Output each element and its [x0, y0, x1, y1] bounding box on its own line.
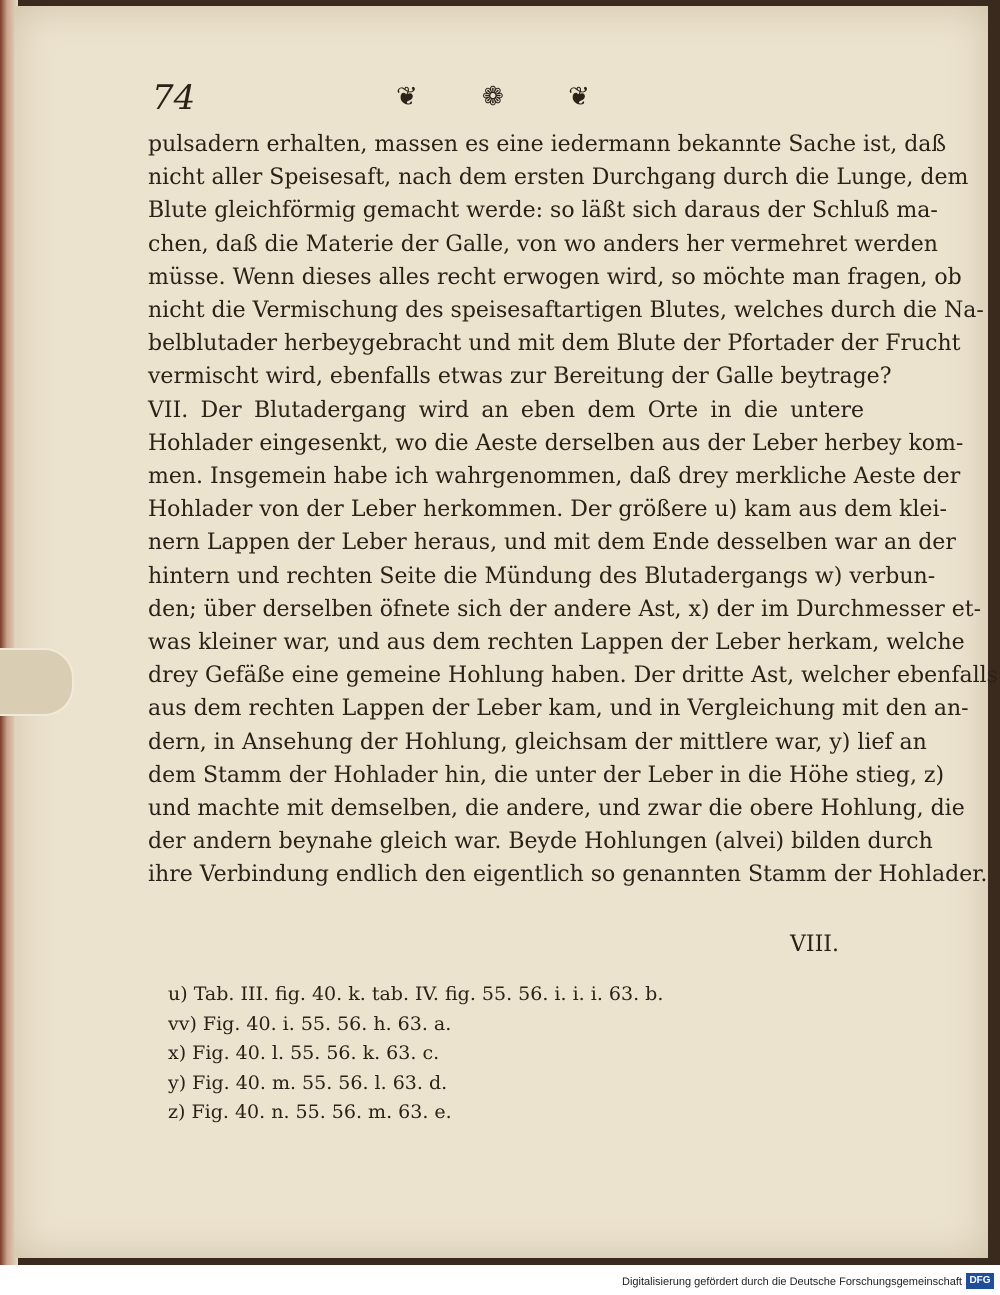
text-line: müsse. Wenn dieses alles recht erwogen wird, so möchte man fragen, ob	[148, 264, 962, 290]
text-line: der andern beynahe gleich war. Beyde Hohlungen (alvei) bilden durch	[148, 829, 933, 855]
footnote: x) Fig. 40. l. 55. 56. k. 63. c.	[168, 1042, 440, 1064]
text-line: nicht die Vermischung des speisesaftartigen Blutes, welches durch die Na-	[148, 298, 984, 324]
footnote: z) Fig. 40. n. 55. 56. m. 63. e.	[168, 1101, 452, 1123]
page-clip-tab	[0, 648, 74, 716]
text-line: vermischt wird, ebenfalls etwas zur Bereitung der Galle beytrage?	[148, 364, 892, 390]
text-line: dern, in Ansehung der Hohlung, gleichsam der mittlere war, y) lief an	[148, 729, 927, 755]
main-text	[148, 128, 998, 892]
text-line: belblutader herbeygebracht und mit dem Blute der Pfortader der Frucht	[148, 331, 961, 357]
text-line: Blute gleichförmig gemacht werde: so läßt sich daraus der Schluß ma-	[148, 198, 938, 224]
text-line: Hohlader eingesenkt, wo die Aeste derselben aus der Leber herbey kom-	[148, 430, 964, 456]
catchword: VIII.	[790, 932, 839, 957]
page-number: 74	[152, 78, 196, 118]
footnotes	[168, 980, 663, 1128]
text-line: aus dem rechten Lappen der Leber kam, und in Vergleichung mit den an-	[148, 696, 969, 722]
text-line: men. Insgemein habe ich wahrgenommen, daß drey merkliche Aeste der	[148, 464, 961, 490]
text-line: und machte mit demselben, die andere, und zwar die obere Hohlung, die	[148, 796, 965, 822]
text-line: dem Stamm der Hohlader hin, die unter der Leber in die Höhe stieg, z)	[148, 762, 945, 788]
text-line: VII. Der Blutadergang wird an eben dem Orte in die untere	[148, 397, 864, 423]
text-line: nicht aller Speisesaft, nach dem ersten Durchgang durch die Lunge, dem	[148, 165, 969, 191]
text-line: chen, daß die Materie der Galle, von wo anders her vermehret werden	[148, 231, 938, 257]
text-line: was kleiner war, und aus dem rechten Lappen der Leber herkam, welche	[148, 630, 965, 656]
footnote: vv) Fig. 40. i. 55. 56. h. 63. a.	[168, 1012, 452, 1035]
text-line: pulsadern erhalten, massen es eine iedermann bekannte Sache ist, daß	[148, 132, 947, 157]
text-line: nern Lappen der Leber heraus, und mit dem Ende desselben war an der	[148, 530, 956, 556]
dfg-logo: DFG	[966, 1273, 994, 1289]
funding-credit: Digitalisierung gefördert durch die Deutsche Forschungsgemeinschaft	[622, 1276, 962, 1288]
text-line: ihre Verbindung endlich den eigentlich so genannten Stamm der Hohlader.	[148, 862, 988, 888]
text-line: hintern und rechten Seite die Mündung des Blutadergangs w) verbun-	[148, 563, 936, 589]
text-line: den; über derselben öfnete sich der andere Ast, x) der im Durchmesser et-	[148, 596, 982, 622]
text-line: Hohlader von der Leber herkommen. Der größere u) kam aus dem klei-	[148, 497, 947, 523]
header-ornament: ❦ ❁ ❦	[396, 82, 618, 112]
footnote: u) Tab. III. fig. 40. k. tab. IV. fig. 55. 56. i. i. i. 63. b.	[168, 983, 664, 1005]
footnote: y) Fig. 40. m. 55. 56. l. 63. d.	[168, 1071, 448, 1094]
text-line: drey Gefäße eine gemeine Hohlung haben. Der dritte Ast, welcher ebenfalls	[148, 663, 998, 689]
